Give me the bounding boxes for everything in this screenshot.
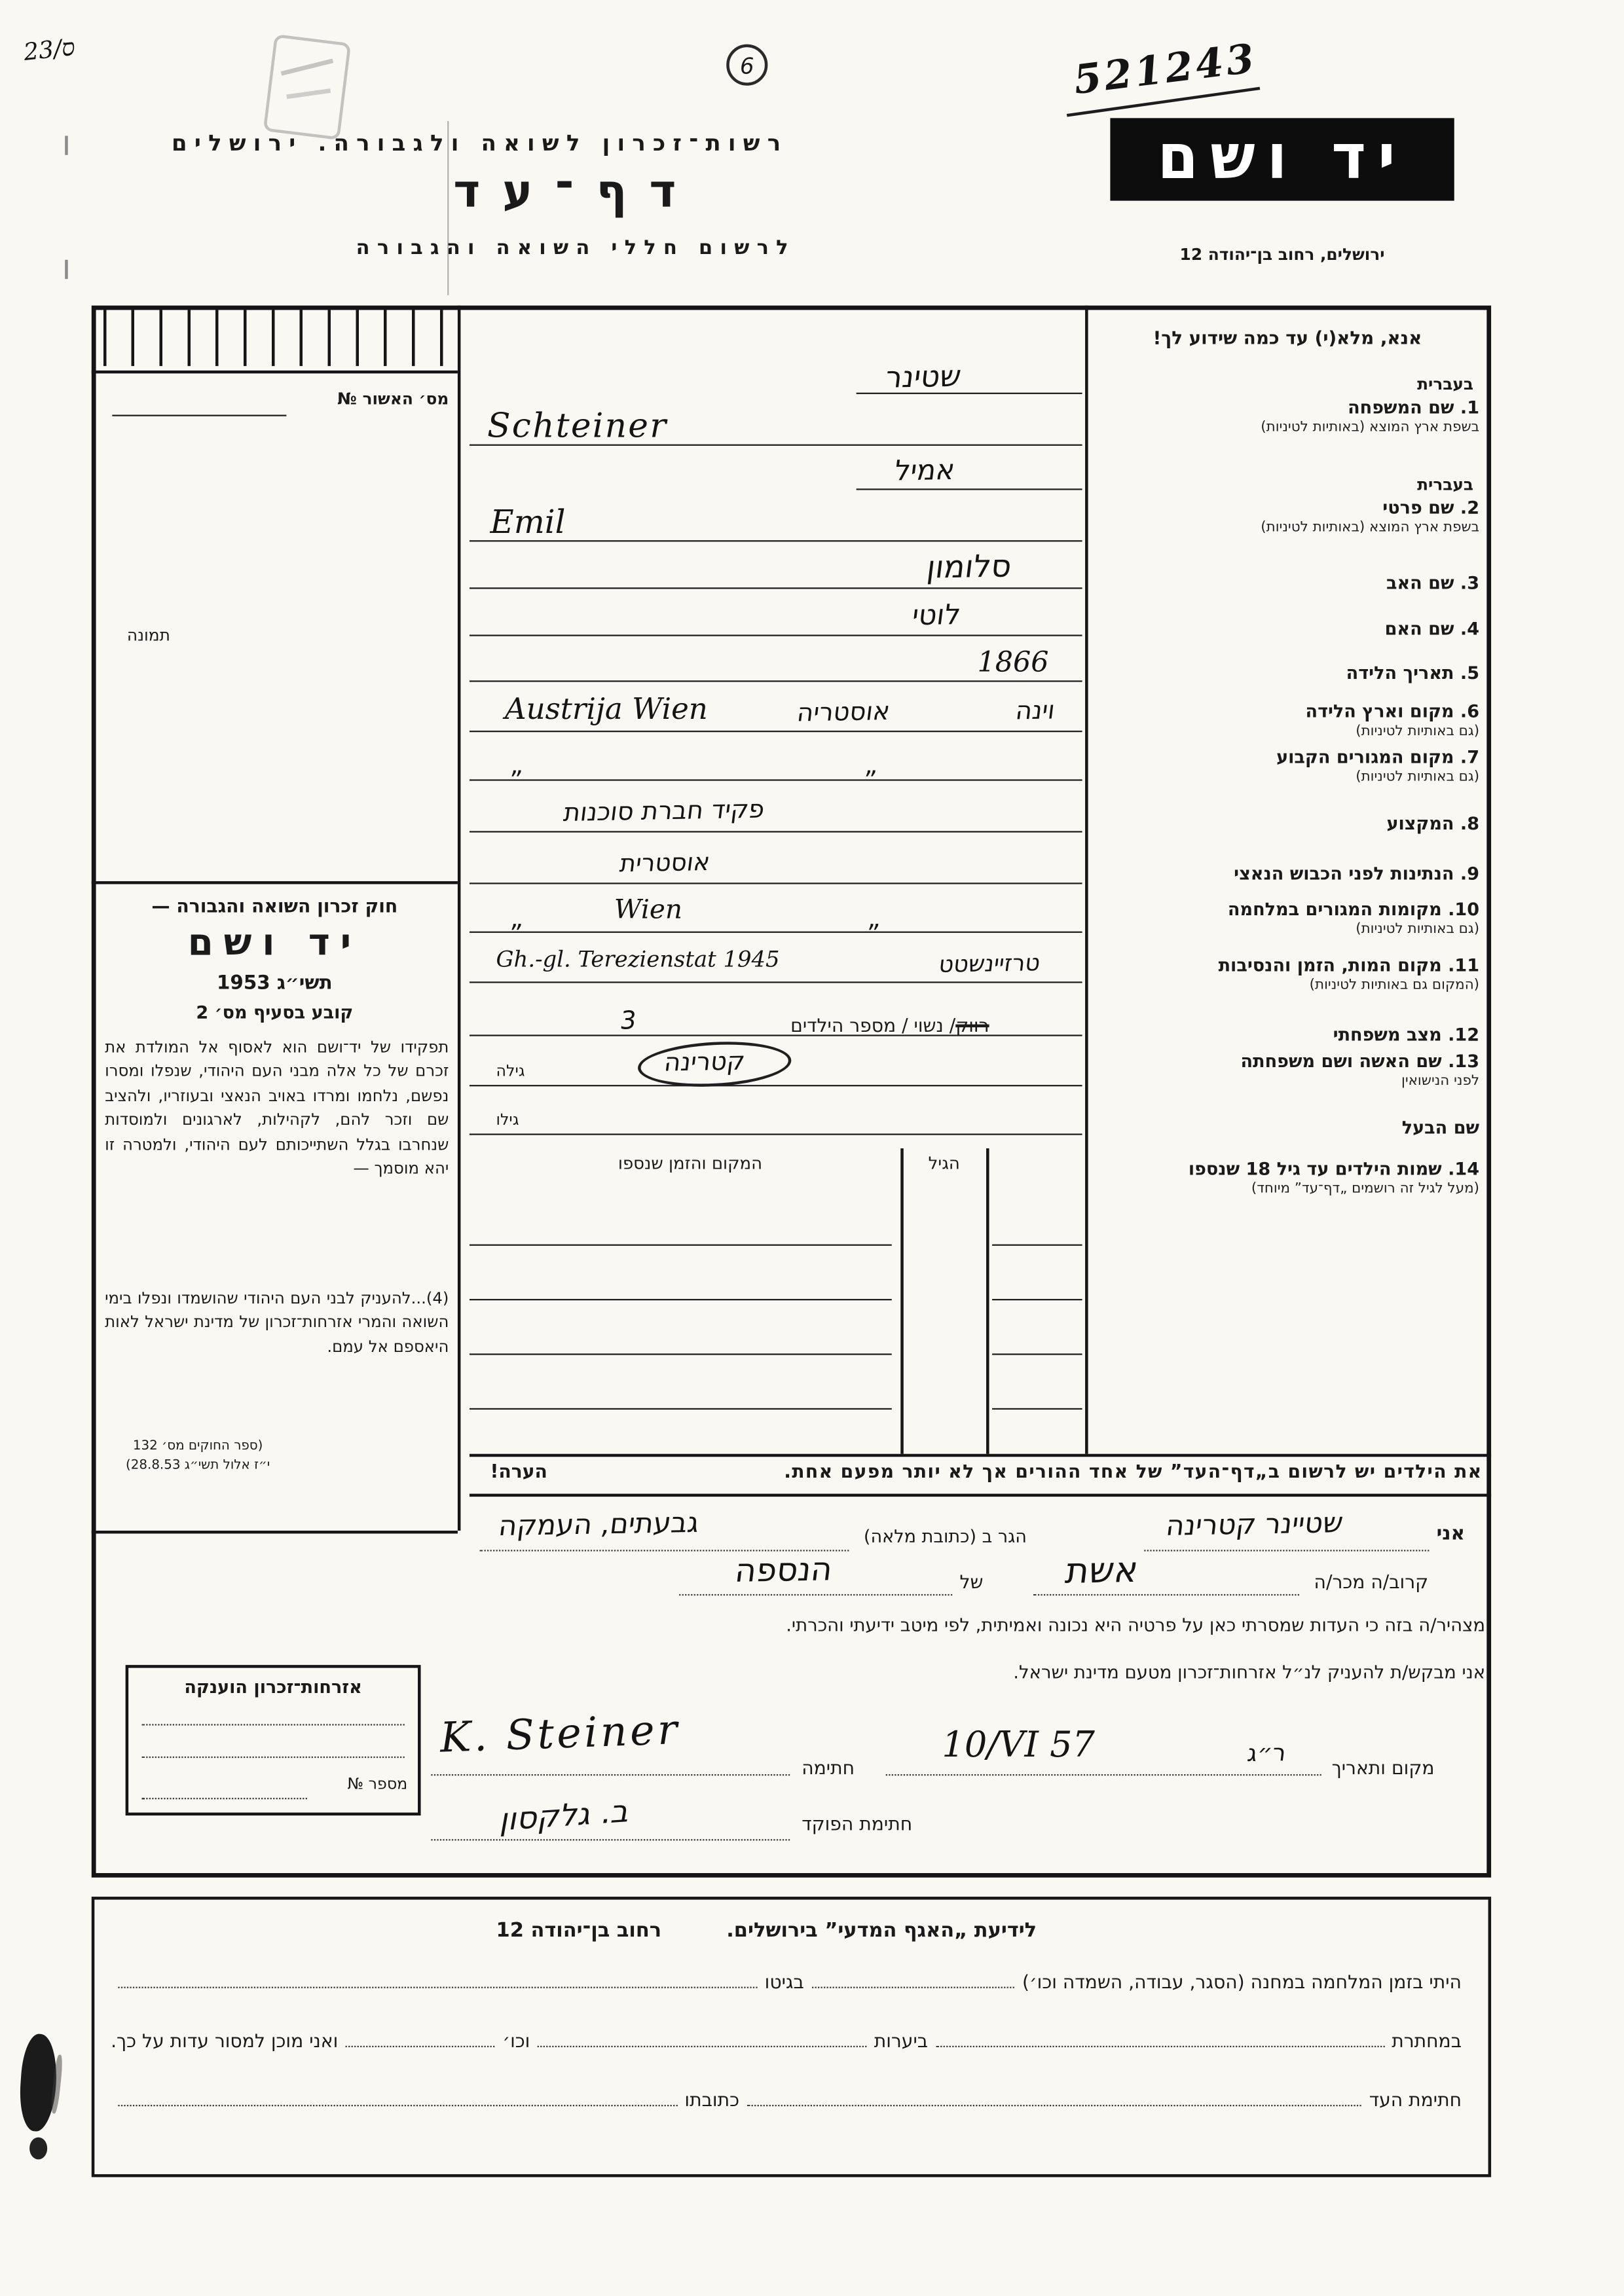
question-14-sub: (מעל לגיל זה רושמים „דף־עד” מיוחד) bbox=[1251, 1180, 1480, 1197]
leader-line bbox=[346, 2045, 496, 2048]
answer-line-firstname-hebrew bbox=[857, 488, 1082, 490]
children-table-header-place bbox=[487, 1153, 893, 1174]
question-9 bbox=[1092, 864, 1479, 886]
relation-label: קרוב/ה מכר/ה bbox=[1314, 1570, 1429, 1593]
hw-firstname-hebrew: אמיל bbox=[893, 454, 957, 488]
citizenship-title bbox=[130, 1677, 416, 1698]
question-7-title: 7. מקום המגורים הקבוע bbox=[1276, 746, 1480, 768]
instruction-text bbox=[1090, 328, 1485, 349]
law-heading-text: חוק זכרון השואה והגבורה — bbox=[151, 894, 398, 917]
of-label: של bbox=[959, 1570, 984, 1593]
hw-mother-name: לוטי bbox=[910, 598, 963, 632]
question-13 bbox=[1092, 1051, 1479, 1091]
bottom-line-1 bbox=[111, 1963, 1462, 1993]
serial-number-handwritten: 521243 bbox=[1071, 36, 1260, 104]
husband-name-label: שם הבעל bbox=[1401, 1117, 1480, 1139]
corner-note-handwritten: 23/ס bbox=[22, 33, 77, 66]
hw-birth-city-hebrew: וינה bbox=[1014, 696, 1057, 727]
children-table-vline-1 bbox=[900, 1148, 904, 1454]
question-2-title: 2. שם פרטי bbox=[1382, 497, 1480, 519]
question-2-sub: בשפת ארץ המוצא (באותיות לטיניות) bbox=[1261, 519, 1480, 536]
law-box-bottom-line bbox=[92, 1531, 458, 1534]
question-11 bbox=[1092, 955, 1479, 996]
authority-title bbox=[111, 130, 849, 156]
of-value-line bbox=[679, 1594, 952, 1595]
answer-line-profession bbox=[470, 831, 1082, 832]
children-table-vline-2 bbox=[986, 1148, 989, 1454]
question-10-sub: (גם באותיות לטיניות) bbox=[1356, 920, 1480, 938]
question-6-sub: (גם באותיות לטיניות) bbox=[1356, 723, 1480, 740]
ink-blot-small bbox=[29, 2138, 47, 2160]
citizenship-line-1 bbox=[141, 1724, 404, 1725]
question-3 bbox=[1092, 573, 1479, 595]
question-5-title: 5. תאריך הלידה bbox=[1346, 663, 1480, 683]
hw-of-value: הנספה bbox=[733, 1552, 835, 1591]
his-age-label: גילו bbox=[496, 1111, 519, 1129]
declaration-request-text: אני מבקש/ת להעניק לנ״ל אזרחות־זכרון מטעם מדינת ישראל. bbox=[1013, 1662, 1486, 1683]
marital-options bbox=[650, 1014, 989, 1036]
yad-vashem-logo bbox=[1110, 118, 1454, 200]
bottom-line-2 bbox=[111, 2022, 1462, 2052]
resides-label: הגר ב (כתובת מלאה) bbox=[863, 1526, 1027, 1547]
place-date-line bbox=[886, 1774, 1321, 1776]
hw-firstname-latin: Emil bbox=[490, 505, 566, 542]
bottom-line-2-underground-label: במחתרת bbox=[1392, 2030, 1462, 2052]
children-row-line-2-place bbox=[470, 1299, 892, 1300]
question-5 bbox=[1092, 663, 1479, 685]
question-3-title: 3. שם האב bbox=[1386, 572, 1480, 594]
bottom-title-main: לידיעת „האגף המדעי” בירושלים. bbox=[726, 1918, 1037, 1942]
law-reference-line-1: (ספר החוקים מס׳ 132 bbox=[132, 1439, 263, 1454]
hw-ditto-war-1: „ bbox=[509, 904, 526, 935]
answer-line-nationality bbox=[470, 883, 1082, 884]
question-10-title: 10. מקומות המגורים במלחמה bbox=[1227, 899, 1480, 920]
hw-date-value: 10/VI 57 bbox=[942, 1724, 1095, 1766]
hebrew-label-1: בעברית bbox=[1417, 374, 1474, 394]
left-column-divider bbox=[458, 306, 461, 1531]
question-13-title: 13. שם האשה ושם משפחתה bbox=[1240, 1051, 1480, 1072]
hw-surname-hebrew: שטינר bbox=[883, 357, 963, 395]
hw-birth-country-hebrew: אוסטריה bbox=[795, 697, 892, 729]
question-7-sub: (גם באותיות לטיניות) bbox=[1356, 769, 1480, 786]
question-7 bbox=[1092, 747, 1479, 788]
leader-line bbox=[538, 2045, 867, 2048]
hw-deponent-name: שטיינר קטרינה bbox=[1164, 1506, 1345, 1543]
question-1-title: 1. שם המשפחה bbox=[1348, 397, 1480, 418]
approval-number-line bbox=[112, 415, 286, 416]
law-name-text: יד ושם bbox=[187, 920, 362, 964]
question-6 bbox=[1092, 701, 1479, 742]
law-clause bbox=[100, 1002, 449, 1023]
citizenship-number-line bbox=[141, 1798, 307, 1799]
fold-tick-1 bbox=[65, 136, 68, 155]
children-row-line-2-name bbox=[992, 1299, 1082, 1300]
answer-line-death-place bbox=[470, 981, 1082, 983]
answer-line-father bbox=[470, 587, 1082, 589]
question-12 bbox=[1092, 1025, 1479, 1047]
form-title-text: דף־עד bbox=[453, 165, 699, 219]
deponent-name-line bbox=[1144, 1550, 1429, 1551]
question-14-title: 14. שמות הילדים עד גיל 18 שנספו bbox=[1188, 1158, 1480, 1180]
children-table-header-age bbox=[904, 1153, 985, 1174]
note-text bbox=[561, 1460, 1483, 1482]
hw-birth-year: 1866 bbox=[977, 646, 1049, 680]
tally-strip-bottom-line bbox=[92, 371, 458, 374]
answer-line-birthplace bbox=[470, 731, 1082, 732]
clerk-signature-label: חתימת הפוקד bbox=[802, 1812, 913, 1835]
question-8-title: 8. המקצוע bbox=[1386, 813, 1480, 834]
bottom-line-2-ready-text: ואני מוכן למסור עדות על כך. bbox=[111, 2030, 339, 2052]
relation-line bbox=[1033, 1594, 1299, 1595]
question-10 bbox=[1092, 899, 1479, 939]
approval-number-label: מס׳ האשור № bbox=[337, 390, 449, 409]
hw-father-name: סלומון bbox=[925, 548, 1014, 585]
answer-line-wife-name bbox=[470, 1085, 1082, 1086]
bottom-title-address: רחוב בן־יהודה 12 bbox=[496, 1918, 662, 1942]
declaration-statement-text: מצהיר/ה בזה כי העדות שמסרתי כאן על פרטיה היא נכונה ואמיתית, לפי מיטב ידיעתי והכרתי. bbox=[786, 1614, 1486, 1636]
law-box-top-line bbox=[92, 881, 458, 884]
question-11-title: 11. מקום המות, הזמן והנסיבות bbox=[1218, 955, 1480, 976]
marital-options-rest: / נשוי / מספר הילדים bbox=[790, 1013, 956, 1036]
children-row-line-1-name bbox=[992, 1245, 1082, 1246]
hw-ditto-residence-1: „ bbox=[509, 751, 526, 781]
note-row-top-line bbox=[470, 1454, 1491, 1457]
form-subtitle-text: לרשום חללי השואה והגבורה bbox=[356, 236, 796, 260]
bottom-line-1-label: היתי בזמן המלחמה במחנה (הסגר, עבודה, השמדה וכו׳) bbox=[1022, 1970, 1462, 1993]
hw-death-place-latin: Gh.-gl. Terezienstat 1945 bbox=[496, 946, 780, 973]
question-13-sub: לפני הנישואין bbox=[1401, 1073, 1480, 1089]
hw-place-value: ר״ג bbox=[1246, 1738, 1288, 1768]
page-number-circle bbox=[726, 45, 767, 86]
hw-nationality: אוסטרית bbox=[618, 848, 712, 878]
hw-profession: פקיד חברת סוכנות bbox=[562, 795, 766, 829]
question-11-sub: (המקום גם באותיות לטיניות) bbox=[1309, 977, 1480, 994]
children-row-line-4-name bbox=[992, 1408, 1082, 1410]
hw-birthplace-latin: Austrija Wien bbox=[505, 691, 708, 727]
leader-line bbox=[935, 2045, 1384, 2048]
right-column-divider bbox=[1085, 306, 1088, 1454]
her-age-label: גילה bbox=[496, 1063, 525, 1081]
stamp-smudge bbox=[263, 34, 351, 140]
law-year-text: תשי״ג 1953 bbox=[217, 972, 333, 995]
place-date-label: מקום ותאריך bbox=[1331, 1756, 1435, 1779]
signature-label: חתימה bbox=[802, 1756, 855, 1779]
form-title bbox=[369, 166, 783, 219]
question-4 bbox=[1092, 619, 1479, 641]
hw-deponent-address: גבעתים, העמקה bbox=[496, 1506, 701, 1543]
question-6-title: 6. מקום וארץ הלידה bbox=[1305, 701, 1480, 722]
question-1 bbox=[1092, 397, 1479, 437]
photo-area-label: תמונה bbox=[126, 625, 170, 646]
yad-vashem-logo-text: יד ושם bbox=[1157, 122, 1407, 194]
citizenship-number-label: מספר № bbox=[347, 1776, 408, 1794]
note-row-bottom-line bbox=[470, 1494, 1491, 1497]
answer-line-residence bbox=[470, 779, 1082, 780]
answer-line-war-residence bbox=[470, 932, 1082, 933]
declaration-request bbox=[487, 1662, 1485, 1683]
authority-title-text: רשות־זכרון לשואה ולגבורה. ירושלים bbox=[172, 130, 788, 156]
hw-children-count: 3 bbox=[618, 1006, 638, 1036]
children-row-line-4-place bbox=[470, 1408, 892, 1410]
answer-line-husband-name bbox=[470, 1133, 1082, 1135]
law-year bbox=[100, 973, 449, 995]
law-body-1 bbox=[105, 1036, 449, 1182]
bottom-line-2-forests-label: ביערות bbox=[874, 2030, 929, 2052]
note-text-span: את הילדים יש לרשום ב„דף־העד” של אחד ההורים אך לא יותר מפעם אחת. bbox=[784, 1459, 1483, 1482]
question-2 bbox=[1092, 498, 1479, 538]
question-1-sub: בשפת ארץ המוצא (באותיות לטיניות) bbox=[1261, 419, 1480, 436]
hebrew-label-2: בעברית bbox=[1417, 475, 1474, 495]
signature-line bbox=[431, 1774, 790, 1776]
deponent-address-line bbox=[480, 1550, 849, 1551]
hw-relation-value: אשת bbox=[1063, 1549, 1141, 1592]
law-heading bbox=[100, 894, 449, 917]
logo-address bbox=[1110, 245, 1454, 264]
law-reference bbox=[103, 1438, 293, 1475]
tally-strip bbox=[103, 310, 455, 366]
law-body-2 bbox=[105, 1287, 449, 1360]
children-row-line-3-place bbox=[470, 1353, 892, 1355]
hw-wife-name: קטרינה bbox=[662, 1047, 747, 1078]
question-8 bbox=[1092, 813, 1479, 835]
form-subtitle bbox=[280, 236, 871, 260]
question-9-title: 9. הנתינות לפני הכבוש הנאצי bbox=[1234, 863, 1480, 884]
bottom-line-3-address-label: כתובתו bbox=[684, 2088, 740, 2111]
instruction-text-span: אנא, מלא(י) עד כמה שידוע לך! bbox=[1153, 327, 1422, 349]
hw-signature: K. Steiner bbox=[439, 1705, 681, 1762]
hw-surname-latin: Schteiner bbox=[487, 407, 668, 446]
bottom-line-3-witness-sig-label: חתימת העד bbox=[1369, 2088, 1462, 2111]
leader-line bbox=[747, 2104, 1361, 2107]
law-name bbox=[100, 921, 449, 964]
law-body-2-text: (4)...להעניק לבני העם היהודי שהושמדו ונפלו בימי השואה והמרי אזרחות־זכרון של מדינת ישראל לאות היאספם אל עמם. bbox=[105, 1288, 449, 1357]
question-12-title: 12. מצב משפחתי bbox=[1333, 1024, 1480, 1046]
answer-line-mother bbox=[470, 634, 1082, 636]
marital-option-single: רווק bbox=[955, 1013, 989, 1036]
bottom-line-2-etc-label: וכו׳ bbox=[502, 2030, 530, 2052]
hw-ditto-residence-2: „ bbox=[863, 751, 880, 781]
answer-line-birthdate bbox=[470, 680, 1082, 682]
hw-clerk-signature: ב. גלקסון bbox=[498, 1793, 633, 1838]
bottom-line-3 bbox=[111, 2081, 1462, 2111]
page-number-text: 6 bbox=[740, 53, 754, 80]
leader-line bbox=[811, 1985, 1015, 1988]
hw-death-place-hebrew: טרזיינשטט bbox=[937, 949, 1042, 978]
question-4-title: 4. שם האם bbox=[1384, 618, 1480, 640]
leader-line bbox=[118, 1985, 757, 1988]
hw-war-residence: Wien bbox=[614, 894, 683, 926]
question-14 bbox=[1092, 1159, 1479, 1199]
children-table-header-place-text: המקום והזמן שנספו bbox=[618, 1152, 763, 1174]
logo-address-text: ירושלים, רחוב בן־יהודה 12 bbox=[1179, 245, 1385, 264]
citizenship-title-text: אזרחות־זכרון הוענקה bbox=[184, 1677, 362, 1698]
hw-ditto-war-2: „ bbox=[866, 904, 883, 935]
note-label: הערה! bbox=[490, 1459, 547, 1482]
children-row-line-3-name bbox=[992, 1353, 1082, 1355]
law-clause-text: קובע בסעיף מס׳ 2 bbox=[196, 1002, 354, 1023]
law-body-1-text: תפקידו של יד־ושם הוא לאסוף אל המולדת את זכרם של כל אלה מבני העם היהודי, שנפלו ומסרו נפשם, נלחמו ומרדו באויב הנאצי ובעוזריו, ולהציב שם וזכר להם, לקהילות, לארגונים ולמוסדות שנחרבו בגלל השתייכותם לעם היהודי, ולמטרה זו יהא מוסמך — bbox=[105, 1037, 449, 1178]
children-row-line-1-place bbox=[470, 1245, 892, 1246]
law-reference-line-2: י״ז אלול תשי״ג 28.8.53) bbox=[126, 1457, 270, 1473]
leader-line bbox=[118, 2104, 677, 2107]
children-table-header-age-text: הגיל bbox=[928, 1152, 960, 1174]
declaration-statement bbox=[487, 1614, 1485, 1635]
declaration-i-label: אני bbox=[1436, 1523, 1465, 1546]
citizenship-line-2 bbox=[141, 1757, 404, 1758]
clerk-signature-line bbox=[431, 1839, 790, 1840]
bottom-line-1-ghetto-label: בגיטו bbox=[764, 1970, 804, 1993]
fold-tick-2 bbox=[65, 260, 68, 279]
